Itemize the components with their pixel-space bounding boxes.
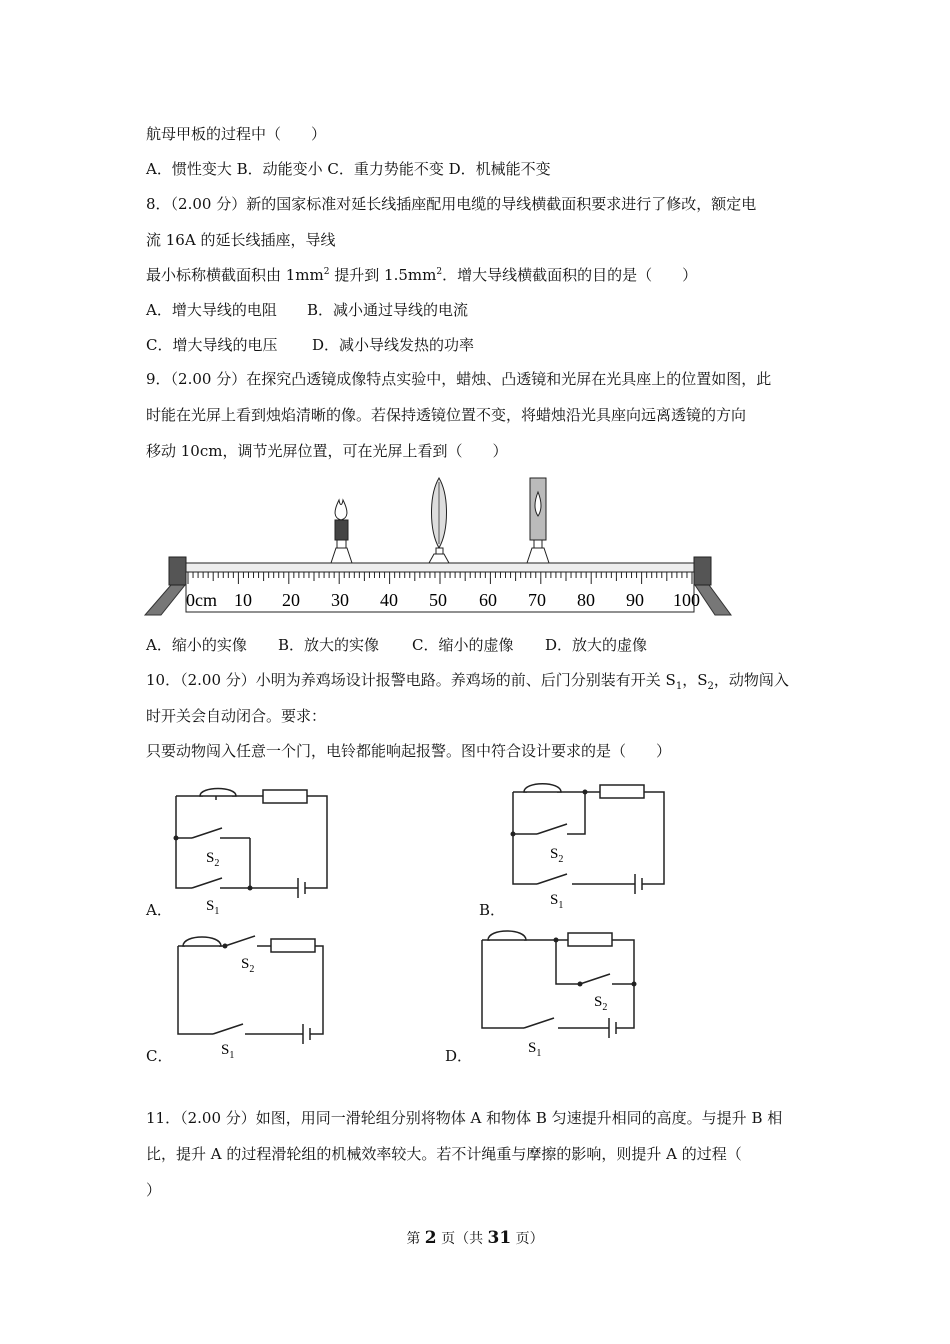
q10-stem-part1: 10．（2.00 分）小明为养鸡场设计报警电路。养鸡场的前、后门分别装有开关 S	[146, 671, 676, 689]
q8-option-d: D．减小导线发热的功率	[312, 336, 475, 354]
q9-stem-line1: 9．（2.00 分）在探究凸透镜成像特点实验中，蜡烛、凸透镜和光屏在光具座上的位置如图，此	[146, 370, 772, 388]
circuit-a-s2: $S_2$	[206, 850, 220, 869]
footer-mid: 页（共	[441, 1231, 484, 1247]
q9-option-c: C．缩小的虚像	[412, 636, 514, 654]
q11-stem-line1: 11．（2.00 分）如图，用同一滑轮组分别将物体 A 和物体 B 匀速提升相同的高度。与提升 B 相	[146, 1109, 783, 1127]
q7-stem-tail: 航母甲板的过程中（ ）	[146, 125, 327, 143]
ruler-label-50: 50	[429, 590, 447, 610]
q11-stem-line3: ）	[146, 1181, 162, 1199]
footer-page-number: 2	[424, 1228, 437, 1248]
circuit-c-s2-sub: 2	[249, 964, 255, 975]
light-screen	[527, 478, 549, 563]
ruler-label-0: 0cm	[186, 590, 217, 610]
circuit-a-s1-sub: 1	[214, 906, 220, 915]
q9-option-d: D．放大的虚像	[545, 636, 648, 654]
q8-option-a: A．增大导线的电阻	[146, 301, 277, 319]
q10-stem-line1	[146, 670, 789, 690]
circuit-a	[160, 770, 340, 915]
circuit-a-s1: $S_1$	[206, 898, 220, 915]
circuit-b-s2-sub: 2	[558, 854, 564, 865]
q10-sub2: 2	[707, 681, 714, 692]
circuit-d-s2: $S_2$	[594, 994, 608, 1013]
q8-stem-line3	[146, 265, 697, 285]
circuit-c-s1: $S_1$	[221, 1042, 235, 1061]
q10-stem-part3: ，动物闯入	[713, 671, 789, 689]
circuit-c	[165, 922, 335, 1062]
q9-option-a: A．缩小的实像	[146, 636, 247, 654]
q10-stem-line3: 只要动物闯入任意一个门，电铃都能响起报警。图中符合设计要求的是（ ）	[146, 742, 672, 760]
circuit-d-s1: $S_1$	[528, 1040, 542, 1059]
q8-option-b: B．减小通过导线的电流	[307, 301, 469, 319]
q8-stem-line1: 8．（2.00 分）新的国家标准对延长线插座配用电缆的导线横截面积要求进行了修改，额定电	[146, 195, 757, 213]
ruler-label-60: 60	[479, 590, 497, 610]
circuit-b-s2: $S_2$	[550, 846, 564, 865]
q9-stem-line2: 时能在光屏上看到烛焰清晰的像。若保持透镜位置不变，将蜡烛沿光具座向远离透镜的方向	[146, 406, 747, 424]
q7-options: A．惯性变大 B．动能变小 C．重力势能不变 D．机械能不变	[146, 160, 551, 178]
q8-stem-part1: 最小标称横截面积由 1mm	[146, 266, 324, 284]
page-footer	[0, 1228, 950, 1248]
optical-bench-figure	[143, 470, 733, 620]
q8-stem-part2: 提升到 1.5mm	[329, 266, 437, 284]
q9-option-b: B．放大的实像	[278, 636, 380, 654]
q8-sup2: 2	[436, 267, 443, 277]
circuit-d	[468, 918, 648, 1063]
circuit-b-label: B．	[479, 901, 506, 919]
footer-total-pages: 31	[487, 1228, 512, 1248]
ruler-label-30: 30	[331, 590, 349, 610]
circuit-d-s1-sub: 1	[536, 1048, 542, 1059]
ruler-label-70: 70	[528, 590, 546, 610]
q10-sub1: 1	[675, 681, 683, 692]
ruler-label-10: 10	[234, 590, 252, 610]
circuit-a-label: A．	[146, 901, 172, 919]
ruler-label-80: 80	[577, 590, 595, 610]
ruler-label-20: 20	[282, 590, 300, 610]
q8-sup1: 2	[323, 267, 330, 277]
ruler-label-40: 40	[380, 590, 398, 610]
q11-stem-line2: 比，提升 A 的过程滑轮组的机械效率较大。若不计绳重与摩擦的影响，则提升 A 的过程（	[146, 1145, 742, 1163]
circuit-b	[497, 770, 677, 915]
circuit-d-s2-sub: 2	[602, 1002, 608, 1013]
q10-stem-part2: ，S	[682, 671, 708, 689]
footer-pre: 第	[406, 1231, 421, 1247]
circuit-b-s1: $S_1$	[550, 892, 564, 911]
candle	[331, 500, 352, 563]
circuit-d-label: D．	[445, 1047, 473, 1065]
circuit-c-s1-sub: 1	[229, 1050, 235, 1061]
q9-stem-line3: 移动 10cm，调节光屏位置，可在光屏上看到（ ）	[146, 442, 508, 460]
q8-option-c: C．增大导线的电压	[146, 336, 278, 354]
q8-stem-line2: 流 16A 的延长线插座，导线	[146, 231, 336, 249]
circuit-c-label: C．	[146, 1047, 173, 1065]
q10-stem-line2: 时开关会自动闭合。要求：	[146, 707, 327, 725]
q8-stem-part3: ．增大导线横截面积的目的是（ ）	[442, 266, 698, 284]
circuit-b-s1-sub: 1	[558, 900, 564, 911]
circuit-a-s2-sub: 2	[214, 858, 220, 869]
convex-lens	[429, 478, 449, 563]
footer-post: 页）	[515, 1231, 544, 1247]
circuit-c-s2: $S_2$	[241, 956, 255, 975]
ruler-label-90: 90	[626, 590, 644, 610]
ruler-label-100: 100	[673, 590, 700, 610]
